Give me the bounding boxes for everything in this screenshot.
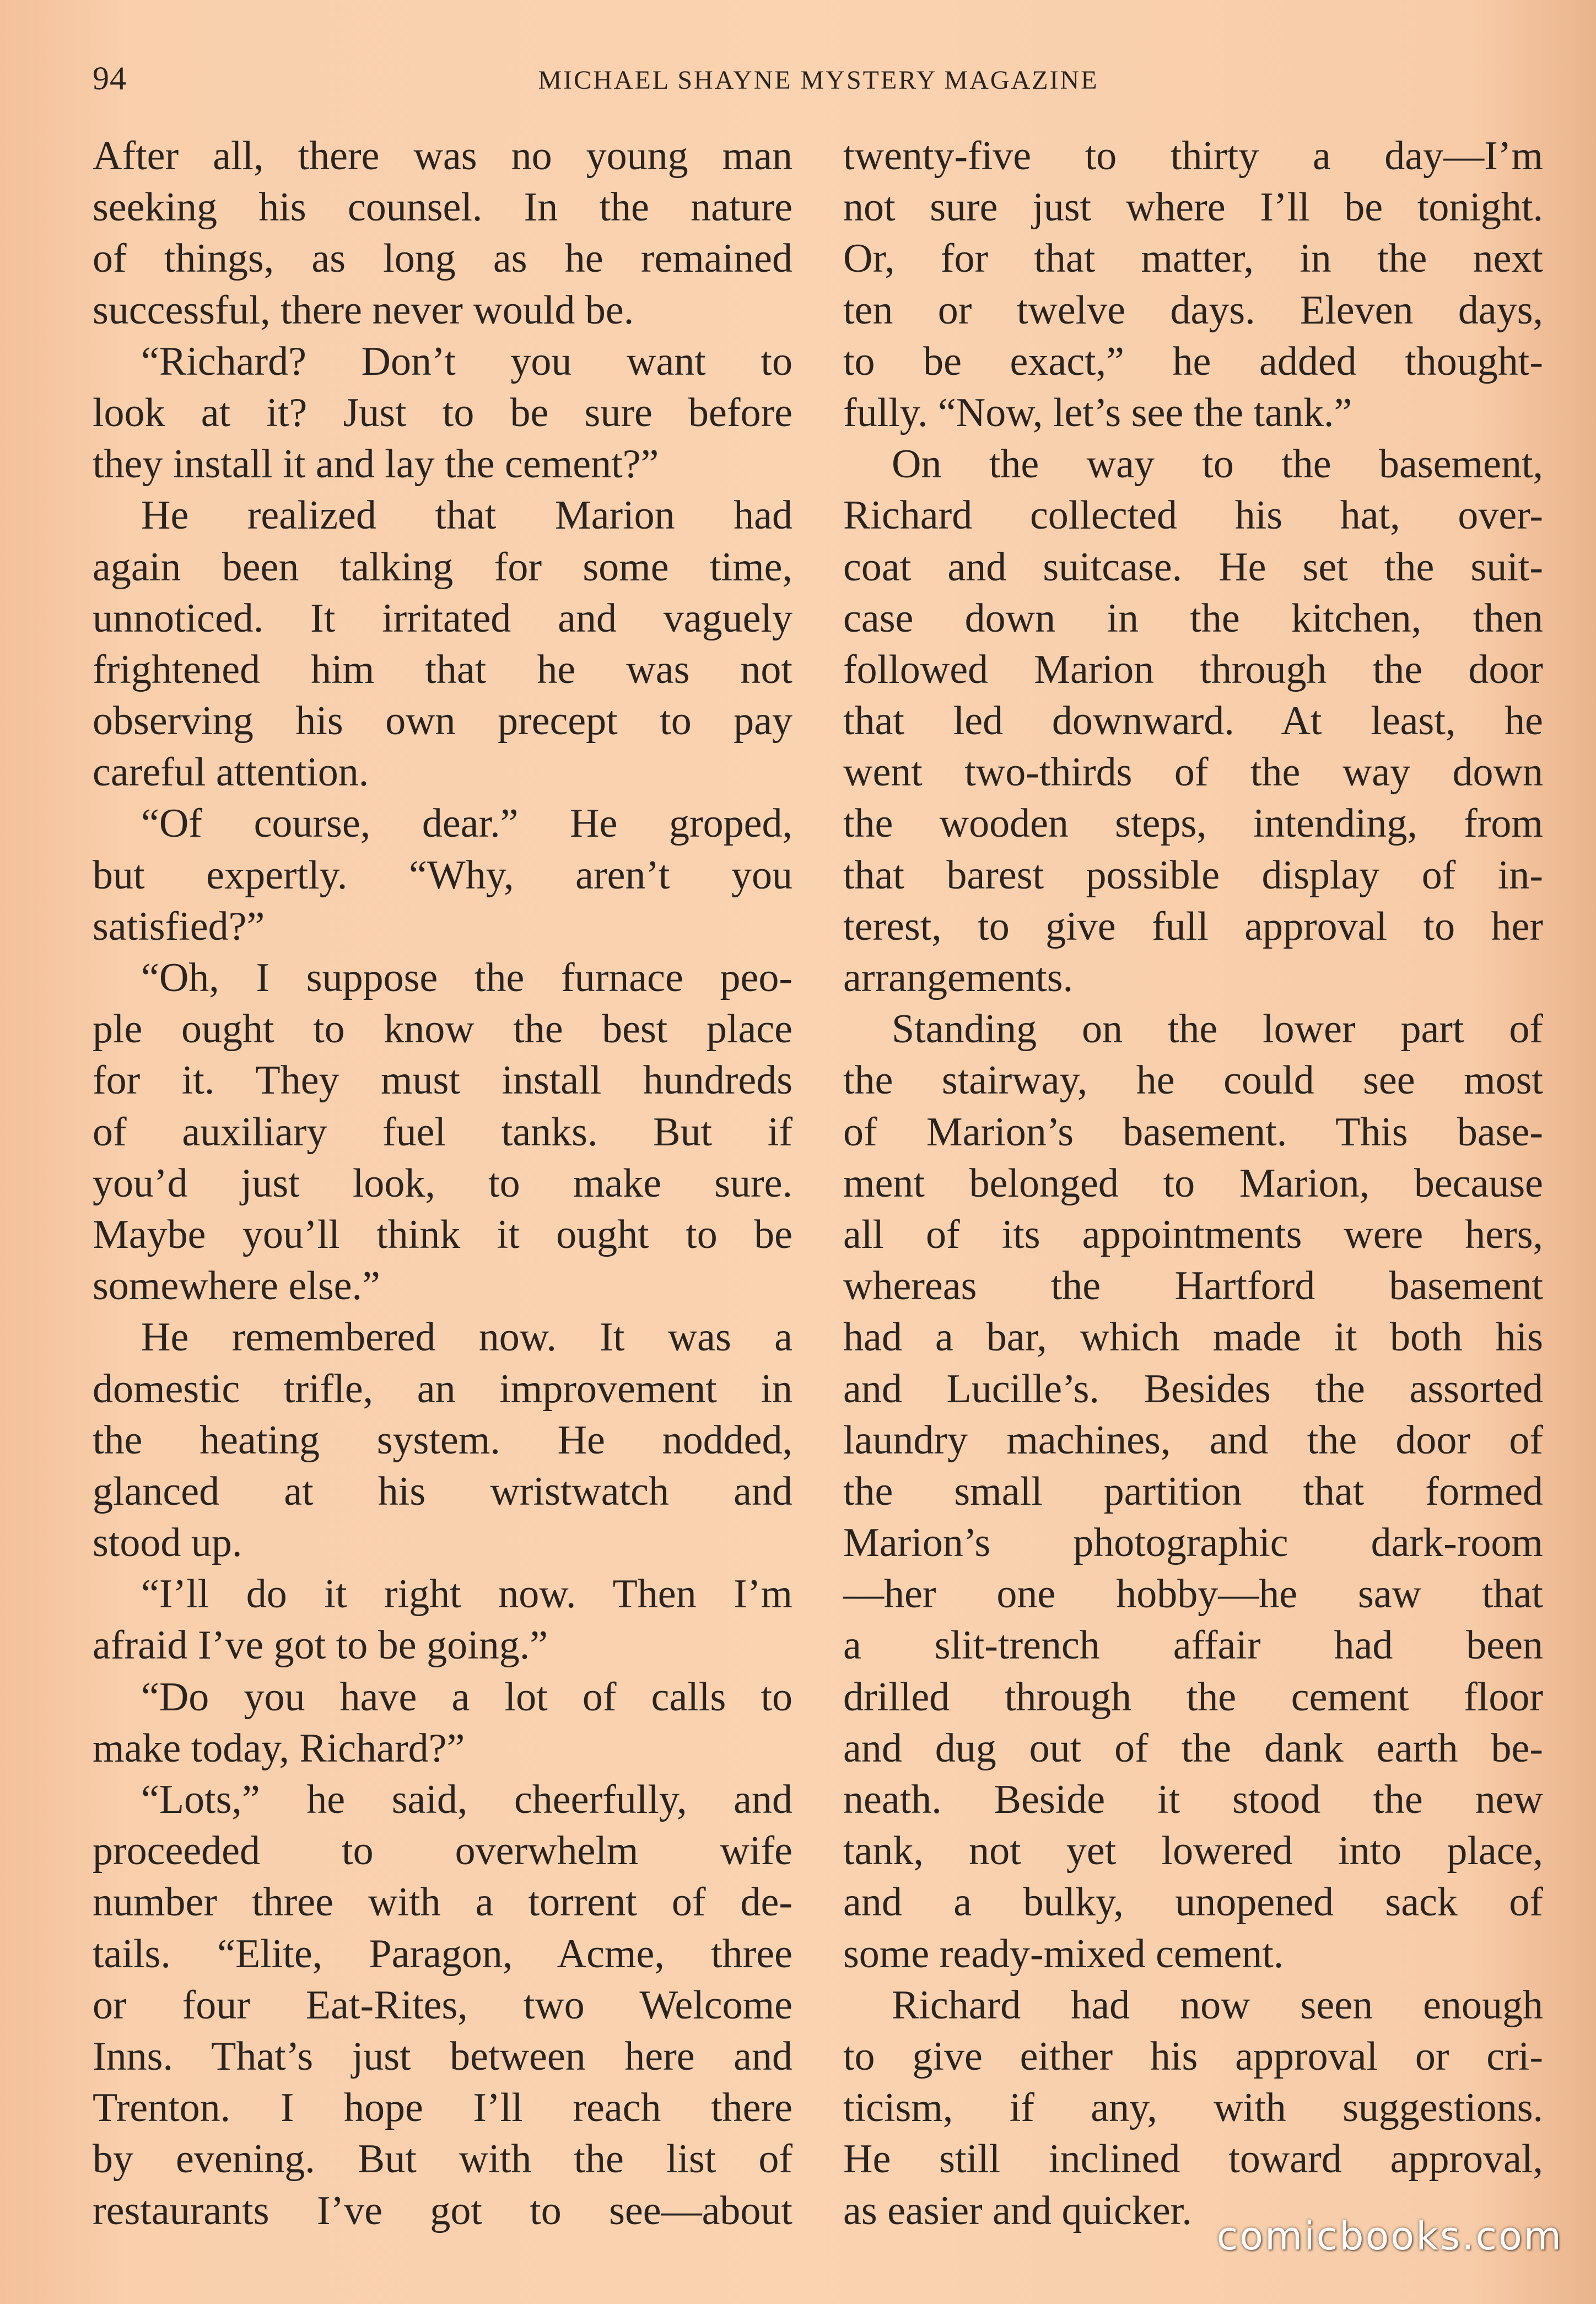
text-line: observing his own precept to pay bbox=[93, 698, 792, 744]
text-line: the small partition that formed bbox=[843, 1468, 1543, 1514]
text-line: of Marion’s basement. This base- bbox=[843, 1109, 1543, 1155]
text-line: tank, not yet lowered into place, bbox=[843, 1828, 1543, 1874]
text-line: went two-thirds of the way down bbox=[843, 750, 1543, 795]
text-line: arrangements. bbox=[843, 955, 1074, 1000]
text-line: of auxiliary fuel tanks. But if bbox=[93, 1109, 792, 1155]
text-line: and Lucille’s. Besides the assorted bbox=[843, 1366, 1543, 1412]
text-line: they install it and lay the cement?” bbox=[93, 442, 659, 487]
text-line: again been talking for some time, bbox=[93, 544, 792, 590]
text-line: restaurants I’ve got to see—about bbox=[93, 2188, 792, 2233]
text-line: “Of course, dear.” He groped, bbox=[141, 801, 792, 847]
text-line: had a bar, which made it both his bbox=[843, 1315, 1543, 1360]
text-line: twenty-five to thirty a day—I’m bbox=[843, 133, 1543, 179]
text-line: Or, for that matter, in the next bbox=[843, 236, 1543, 282]
text-line: followed Marion through the door bbox=[843, 647, 1543, 692]
text-line: “Lots,” he said, cheerfully, and bbox=[141, 1777, 792, 1822]
text-line: of things, as long as he remained bbox=[93, 236, 792, 282]
text-line: Richard had now seen enough bbox=[892, 1982, 1543, 2028]
text-line: —her one hobby—he saw that bbox=[843, 1571, 1543, 1617]
text-line: He still inclined toward approval, bbox=[843, 2136, 1543, 2182]
text-line: stood up. bbox=[93, 1520, 242, 1566]
text-line: frightened him that he was not bbox=[93, 647, 792, 692]
text-line: neath. Beside it stood the new bbox=[843, 1777, 1543, 1822]
text-line: careful attention. bbox=[93, 750, 369, 795]
left-text-column bbox=[93, 131, 792, 2237]
text-line: for it. They must install hundreds bbox=[93, 1058, 792, 1103]
text-line: not sure just where I’ll be tonight. bbox=[843, 185, 1543, 230]
watermark: comicbooks.com bbox=[1216, 2214, 1563, 2259]
text-line: glanced at his wristwatch and bbox=[93, 1468, 792, 1514]
text-line: to be exact,” he added thought- bbox=[843, 338, 1543, 384]
text-line: as easier and quicker. bbox=[843, 2188, 1192, 2233]
text-line: all of its appointments were hers, bbox=[843, 1212, 1543, 1257]
text-line: but expertly. “Why, aren’t you bbox=[93, 852, 792, 898]
text-line: whereas the Hartford basement bbox=[843, 1263, 1543, 1309]
text-line: by evening. But with the list of bbox=[93, 2136, 792, 2182]
text-line: tails. “Elite, Paragon, Acme, three bbox=[93, 1931, 792, 1977]
text-line: ment belonged to Marion, because bbox=[843, 1160, 1543, 1206]
text-line: He realized that Marion had bbox=[141, 493, 792, 539]
text-line: fully. “Now, let’s see the tank.” bbox=[843, 390, 1352, 435]
right-text-column bbox=[843, 131, 1543, 2237]
text-line: Richard collected his hat, over- bbox=[843, 493, 1543, 539]
text-line: Inns. That’s just between here and bbox=[93, 2033, 792, 2079]
text-line: that barest possible display of in- bbox=[843, 852, 1543, 898]
text-line: some ready-mixed cement. bbox=[843, 1931, 1284, 1977]
text-line: satisfied?” bbox=[93, 903, 265, 949]
text-line: afraid I’ve got to be going.” bbox=[93, 1623, 548, 1668]
text-line: unnoticed. It irritated and vaguely bbox=[93, 595, 792, 641]
running-title: MICHAEL SHAYNE MYSTERY MAGAZINE bbox=[538, 66, 1099, 95]
text-line: somewhere else.” bbox=[93, 1263, 380, 1309]
text-line: to give either his approval or cri- bbox=[843, 2033, 1543, 2079]
text-line: you’d just look, to make sure. bbox=[93, 1160, 792, 1206]
text-line: After all, there was no young man bbox=[93, 133, 792, 179]
text-line: “I’ll do it right now. Then I’m bbox=[141, 1571, 792, 1617]
text-line: Trenton. I hope I’ll reach there bbox=[93, 2085, 792, 2131]
text-line: the stairway, he could see most bbox=[843, 1058, 1543, 1103]
text-line: drilled through the cement floor bbox=[843, 1674, 1543, 1720]
text-line: and a bulky, unopened sack of bbox=[843, 1880, 1543, 1925]
text-line: Maybe you’ll think it ought to be bbox=[93, 1212, 792, 1257]
text-line: make today, Richard?” bbox=[93, 1725, 465, 1771]
text-line: that led downward. At least, he bbox=[843, 698, 1543, 744]
text-line: ple ought to know the best place bbox=[93, 1006, 792, 1052]
text-line: proceeded to overwhelm wife bbox=[93, 1828, 792, 1874]
text-line: and dug out of the dank earth be- bbox=[843, 1725, 1543, 1771]
text-line: He remembered now. It was a bbox=[141, 1315, 792, 1360]
text-line: On the way to the basement, bbox=[892, 442, 1543, 487]
text-line: terest, to give full approval to her bbox=[843, 903, 1543, 949]
text-line: a slit-trench affair had been bbox=[843, 1623, 1543, 1668]
page-number: 94 bbox=[93, 60, 127, 96]
text-line: coat and suitcase. He set the suit- bbox=[843, 544, 1543, 590]
text-line: laundry machines, and the door of bbox=[843, 1417, 1543, 1463]
text-line: “Richard? Don’t you want to bbox=[141, 338, 792, 384]
text-line: the heating system. He nodded, bbox=[93, 1417, 792, 1463]
text-line: “Do you have a lot of calls to bbox=[141, 1674, 792, 1720]
text-line: look at it? Just to be sure before bbox=[93, 390, 792, 435]
text-line: seeking his counsel. In the nature bbox=[93, 185, 792, 230]
text-line: ten or twelve days. Eleven days, bbox=[843, 287, 1543, 333]
text-line: Standing on the lower part of bbox=[892, 1006, 1543, 1052]
text-line: domestic trifle, an improvement in bbox=[93, 1366, 792, 1412]
text-line: the wooden steps, intending, from bbox=[843, 801, 1543, 847]
text-line: successful, there never would be. bbox=[93, 287, 634, 333]
text-line: case down in the kitchen, then bbox=[843, 595, 1543, 641]
text-line: or four Eat-Rites, two Welcome bbox=[93, 1982, 792, 2028]
text-line: “Oh, I suppose the furnace peo- bbox=[141, 955, 792, 1000]
text-line: ticism, if any, with suggestions. bbox=[843, 2085, 1543, 2131]
text-line: number three with a torrent of de- bbox=[93, 1880, 792, 1925]
text-line: Marion’s photographic dark-room bbox=[843, 1520, 1543, 1566]
